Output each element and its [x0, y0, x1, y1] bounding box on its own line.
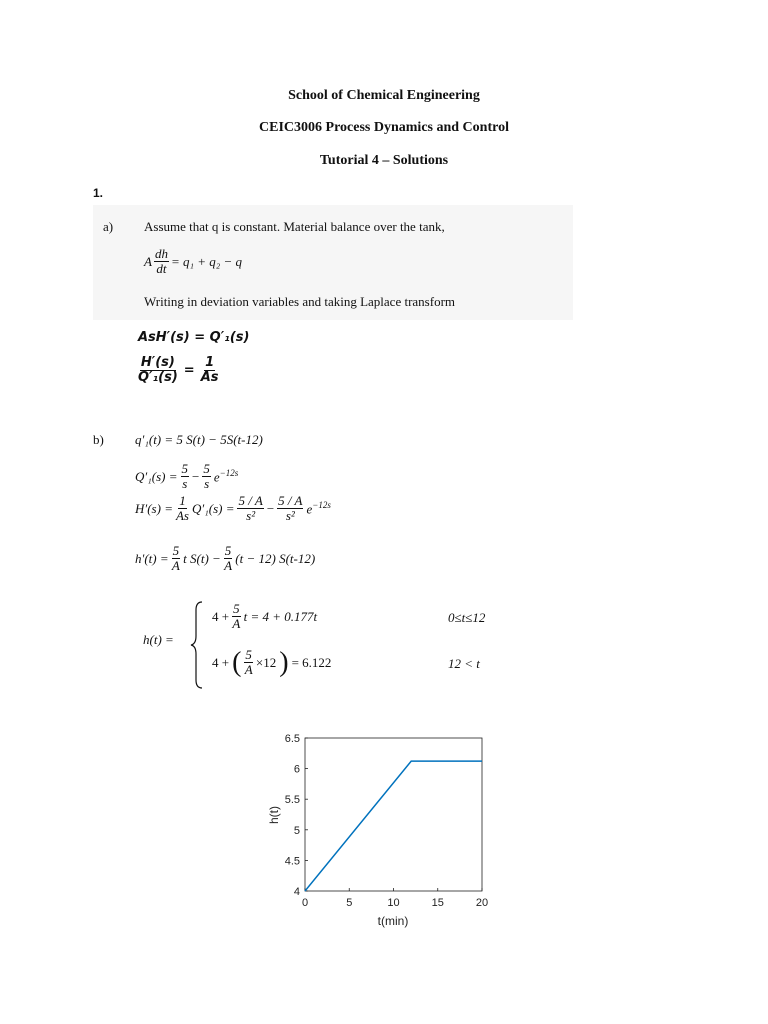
balance-num: dh	[154, 246, 168, 261]
piece2-open-paren: (	[232, 646, 242, 678]
Q-n2: 5	[203, 461, 210, 476]
piece2-n: 5	[245, 647, 252, 662]
h-term2: (t − 12) S(t-12)	[235, 550, 316, 566]
course-title: CEIC3006 Process Dynamics and Control	[259, 120, 509, 135]
y-tick-label: 4	[293, 886, 300, 898]
h-t-chart	[250, 725, 510, 935]
H-exp	[306, 500, 330, 517]
h-d1: A	[171, 558, 180, 574]
x-tick-label: 15	[431, 897, 444, 909]
x-tick-label: 20	[475, 897, 489, 909]
Q-equation	[135, 462, 238, 492]
material-balance-equation	[144, 247, 242, 277]
H-frac3	[277, 494, 303, 524]
part-b-label: b)	[93, 432, 104, 447]
laplace-equation: AsH′(s) = Q′₁(s)	[138, 330, 250, 345]
laplace-text: Writing in deviation variables and taking Laplace transform	[144, 294, 456, 309]
piece1-frac	[232, 602, 241, 632]
Q-exp	[214, 468, 238, 485]
balance-den: dt	[156, 261, 167, 277]
transfer-function	[138, 356, 219, 386]
h-lhs: h′(t) =	[135, 550, 169, 566]
y-tick-label: 6	[293, 763, 300, 776]
piece2-b: ×12	[255, 654, 277, 670]
piece1-a: 4 +	[212, 608, 230, 624]
tf-den: Q′₁(s)	[138, 370, 178, 386]
piece2-a: 4 +	[212, 654, 230, 670]
piece1	[212, 602, 317, 632]
H-mid2: −	[266, 500, 275, 516]
H-equation	[135, 494, 331, 524]
part-a-label: a)	[103, 219, 114, 234]
Q-exponent: −12s	[219, 468, 239, 479]
y-axis-label: h(t)	[267, 806, 281, 824]
piece2	[212, 648, 331, 678]
tf-left-fraction	[138, 356, 178, 386]
Q-mid: −	[192, 468, 200, 484]
h-d2: A	[224, 558, 233, 574]
tf-num: H′(s)	[140, 355, 175, 370]
Q-frac2	[202, 462, 211, 492]
balance-rhs: = q₁ + q₂ − q	[170, 253, 243, 269]
Q-d1: s	[182, 476, 188, 492]
h-term1: t S(t) −	[183, 550, 221, 566]
part-a-intro: Assume that q is constant. Material balance over the tank,	[144, 219, 445, 234]
piecewise-brace	[190, 600, 206, 690]
h-frac2	[224, 544, 233, 574]
H-n3: 5 / A	[278, 493, 303, 508]
y-tick-label: 5.5	[284, 794, 300, 807]
piece2-close-paren: )	[279, 646, 289, 678]
piece1-n: 5	[233, 601, 240, 616]
h-n1: 5	[172, 543, 180, 558]
Q-exp-base: e	[213, 469, 220, 485]
Q-d2: s	[204, 476, 210, 492]
Q-frac1	[181, 462, 190, 492]
y-tick-label: 6.5	[284, 733, 300, 745]
school-title: School of Chemical Engineering	[288, 88, 480, 103]
Q-n1: 5	[181, 461, 188, 476]
H-d1: As	[175, 508, 189, 524]
H-n2: 5 / A	[238, 493, 263, 508]
tf-equals: =	[183, 363, 195, 379]
y-tick-label: 5	[293, 824, 300, 837]
piece2-c: = 6.122	[291, 654, 332, 670]
balance-derivative	[154, 247, 169, 277]
tf-rnum: 1	[205, 355, 215, 370]
tf-rden: As	[200, 370, 219, 386]
question-number: 1.	[93, 186, 104, 200]
H-frac2	[237, 494, 263, 524]
tf-right-fraction	[201, 356, 219, 386]
H-lhs: H′(s) =	[135, 500, 173, 516]
y-tick-label: 4.5	[284, 855, 300, 868]
H-mid1: Q′₁(s) =	[191, 500, 235, 516]
h-time-equation	[135, 544, 315, 574]
piece1-b: t = 4 + 0.177t	[243, 608, 318, 624]
x-tick-label: 0	[301, 897, 309, 909]
piece1-condition: 0≤t≤12	[448, 610, 486, 625]
H-n1: 1	[179, 493, 186, 508]
input-function: q′₁(t) = 5 S(t) − 5S(t-12)	[135, 432, 263, 447]
x-axis-label: t(min)	[377, 914, 409, 928]
x-tick-label: 5	[346, 897, 353, 909]
piece2-d: A	[244, 662, 253, 678]
H-frac1	[176, 494, 189, 524]
piecewise-lhs: h(t) =	[143, 632, 174, 647]
H-d2: s²	[246, 508, 256, 524]
h-n2: 5	[224, 543, 232, 558]
h-frac1	[172, 544, 181, 574]
H-d3: s²	[285, 508, 295, 524]
x-tick-label: 10	[387, 897, 400, 909]
piece1-d: A	[232, 616, 241, 632]
tutorial-title: Tutorial 4 – Solutions	[319, 153, 449, 168]
H-exp-base: e	[306, 501, 313, 517]
piece2-frac	[244, 648, 253, 678]
piece2-condition: 12 < t	[448, 656, 480, 671]
H-exponent: −12s	[312, 500, 331, 511]
balance-lhs: A	[144, 253, 152, 269]
Q-lhs: Q′₁(s) =	[135, 468, 178, 484]
